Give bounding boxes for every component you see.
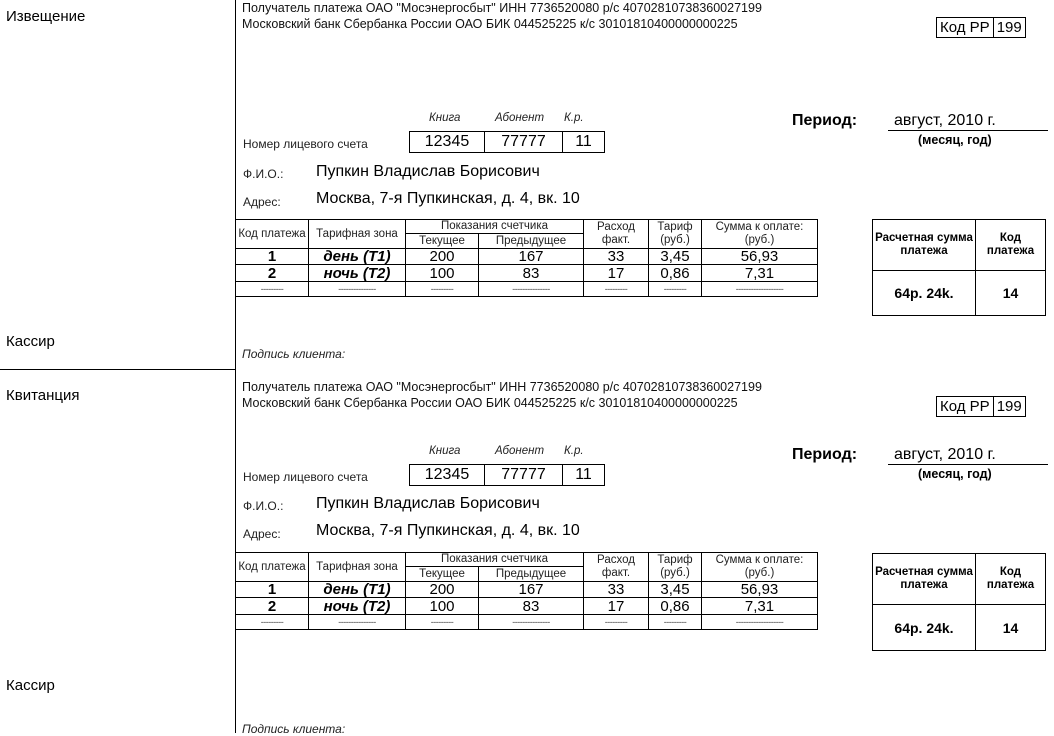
period-label: Период: <box>792 446 858 463</box>
period-value-text: август, 2010 г. <box>894 446 996 463</box>
period-hint: (месяц, год) <box>918 467 992 481</box>
kod-pp-label: Код РР <box>940 19 990 36</box>
fio-value: Пупкин Владислав Борисович <box>316 495 540 512</box>
row-tariff: 0,86 <box>649 265 702 282</box>
row-code: 1 <box>236 582 309 598</box>
dash-cell: ------------------- <box>702 615 818 630</box>
address-label: Адрес: <box>243 527 281 541</box>
account-book: 12345 <box>424 133 470 150</box>
kod-pp-value: 199 <box>993 18 1025 37</box>
subscriber-label: Абонент <box>495 445 545 457</box>
th-readings: Показания счетчика <box>406 553 584 567</box>
table-row <box>236 582 818 598</box>
row-code: 2 <box>236 265 309 282</box>
row-previous: 167 <box>479 249 584 265</box>
summary-code-header: Код платежа <box>976 554 1046 605</box>
kod-pp-label: Код РР <box>940 398 990 415</box>
row-current: 100 <box>406 265 479 282</box>
row-zone: ночь (Т2) <box>309 598 406 615</box>
book-label: Книга <box>429 112 461 124</box>
row-previous: 83 <box>479 598 584 615</box>
row-usage: 17 <box>584 265 649 282</box>
row-usage: 33 <box>584 249 649 265</box>
th-sum: Сумма к оплате: (руб.) <box>702 220 818 249</box>
row-tariff: 3,45 <box>649 249 702 265</box>
period-hint: (месяц, год) <box>918 133 992 147</box>
row-zone: ночь (Т2) <box>309 265 406 282</box>
summary-code-header: Код платежа <box>976 220 1046 271</box>
kod-pp-value: 199 <box>993 397 1025 416</box>
dash-cell: --------- <box>406 282 479 297</box>
account-number-box <box>409 131 605 153</box>
recipient-line-1: Получатель платежа ОАО "Мосэнергосбыт" ИНН 7736520080 р/с 40702810738360027199 <box>242 380 762 394</box>
dash-cell: --------- <box>649 282 702 297</box>
summary-code-value: 14 <box>976 271 1046 316</box>
readings-table <box>236 552 818 630</box>
dash-cell: --------- <box>584 615 649 630</box>
address-label: Адрес: <box>243 195 281 209</box>
th-readings: Показания счетчика <box>406 220 584 234</box>
address-value: Москва, 7-я Пупкинская, д. 4, вк. 10 <box>316 522 580 539</box>
account-kr: 11 <box>562 132 604 152</box>
th-previous: Предыдущее <box>479 234 584 249</box>
th-zone: Тарифная зона <box>309 553 406 582</box>
row-tariff: 0,86 <box>649 598 702 615</box>
th-sum: Сумма к оплате: (руб.) <box>702 553 818 582</box>
row-sum: 56,93 <box>702 582 818 598</box>
kr-label: К.р. <box>564 112 584 124</box>
fio-label: Ф.И.О.: <box>243 167 284 181</box>
row-usage: 33 <box>584 582 649 598</box>
recipient-line-1: Получатель платежа ОАО "Мосэнергосбыт" ИНН 7736520080 р/с 40702810738360027199 <box>242 1 762 15</box>
row-previous: 83 <box>479 265 584 282</box>
row-current: 200 <box>406 249 479 265</box>
th-previous: Предыдущее <box>479 567 584 582</box>
row-code: 2 <box>236 598 309 615</box>
th-usage: Расход факт. <box>584 220 649 249</box>
row-zone: день (Т1) <box>309 582 406 598</box>
kr-label: К.р. <box>564 445 584 457</box>
account-kr: 11 <box>562 465 604 485</box>
period-label: Период: <box>792 112 858 129</box>
summary-code-value: 14 <box>976 605 1046 651</box>
subscriber-label: Абонент <box>495 112 545 124</box>
period-value <box>888 446 1048 465</box>
row-usage: 17 <box>584 598 649 615</box>
account-label: Номер лицевого счета <box>243 137 368 151</box>
period-value <box>888 112 1048 131</box>
horizontal-divider <box>0 369 235 370</box>
summary-total-value: 64р. 24k. <box>873 271 976 316</box>
table-row <box>236 265 818 282</box>
account-subscriber: 77777 <box>484 465 562 485</box>
row-current: 200 <box>406 582 479 598</box>
client-signature-label: Подпись клиента: <box>242 722 346 736</box>
summary-total-header: Расчетная сумма платежа <box>873 554 976 605</box>
row-zone: день (Т1) <box>309 249 406 265</box>
th-tariff: Тариф (руб.) <box>649 553 702 582</box>
recipient-line-2: Московский банк Сбербанка России ОАО БИК 044525225 к/с 30101810400000000225 <box>242 17 738 31</box>
dash-cell: --------- <box>584 282 649 297</box>
dash-cell: --------- <box>649 615 702 630</box>
account-subscriber: 77777 <box>484 132 562 152</box>
table-row-empty <box>236 282 818 297</box>
cashier-label: Кассир <box>6 677 55 694</box>
table-row <box>236 249 818 265</box>
address-value: Москва, 7-я Пупкинская, д. 4, вк. 10 <box>316 190 580 207</box>
th-current: Текущее <box>406 567 479 582</box>
summary-total-header: Расчетная сумма платежа <box>873 220 976 271</box>
book-label: Книга <box>429 445 461 457</box>
row-current: 100 <box>406 598 479 615</box>
account-book: 12345 <box>424 466 470 483</box>
kod-pp-box <box>936 396 1026 417</box>
dash-cell: --------- <box>236 282 309 297</box>
th-current: Текущее <box>406 234 479 249</box>
account-label: Номер лицевого счета <box>243 470 368 484</box>
th-usage: Расход факт. <box>584 553 649 582</box>
period-value-text: август, 2010 г. <box>894 112 996 129</box>
section-label: Квитанция <box>6 387 80 404</box>
row-sum: 7,31 <box>702 265 818 282</box>
th-code: Код платежа <box>236 553 309 582</box>
summary-table <box>872 219 1046 316</box>
th-zone: Тарифная зона <box>309 220 406 249</box>
dash-cell: --------- <box>236 615 309 630</box>
summary-table <box>872 553 1046 651</box>
th-tariff: Тариф (руб.) <box>649 220 702 249</box>
dash-cell: --------------- <box>309 615 406 630</box>
row-tariff: 3,45 <box>649 582 702 598</box>
dash-cell: --------------- <box>479 615 584 630</box>
client-signature-label: Подпись клиента: <box>242 347 346 361</box>
fio-value: Пупкин Владислав Борисович <box>316 163 540 180</box>
summary-total-value: 64р. 24k. <box>873 605 976 651</box>
kod-pp-box <box>936 17 1026 38</box>
dash-cell: --------------- <box>309 282 406 297</box>
table-row-empty <box>236 615 818 630</box>
fio-label: Ф.И.О.: <box>243 499 284 513</box>
cashier-label: Кассир <box>6 333 55 350</box>
table-row <box>236 598 818 615</box>
dash-cell: ------------------- <box>702 282 818 297</box>
row-sum: 7,31 <box>702 598 818 615</box>
section-label: Извещение <box>6 8 86 25</box>
dash-cell: --------------- <box>479 282 584 297</box>
row-previous: 167 <box>479 582 584 598</box>
account-number-box <box>409 464 605 486</box>
row-code: 1 <box>236 249 309 265</box>
th-code: Код платежа <box>236 220 309 249</box>
dash-cell: --------- <box>406 615 479 630</box>
readings-table <box>236 219 818 297</box>
recipient-line-2: Московский банк Сбербанка России ОАО БИК 044525225 к/с 30101810400000000225 <box>242 396 738 410</box>
row-sum: 56,93 <box>702 249 818 265</box>
